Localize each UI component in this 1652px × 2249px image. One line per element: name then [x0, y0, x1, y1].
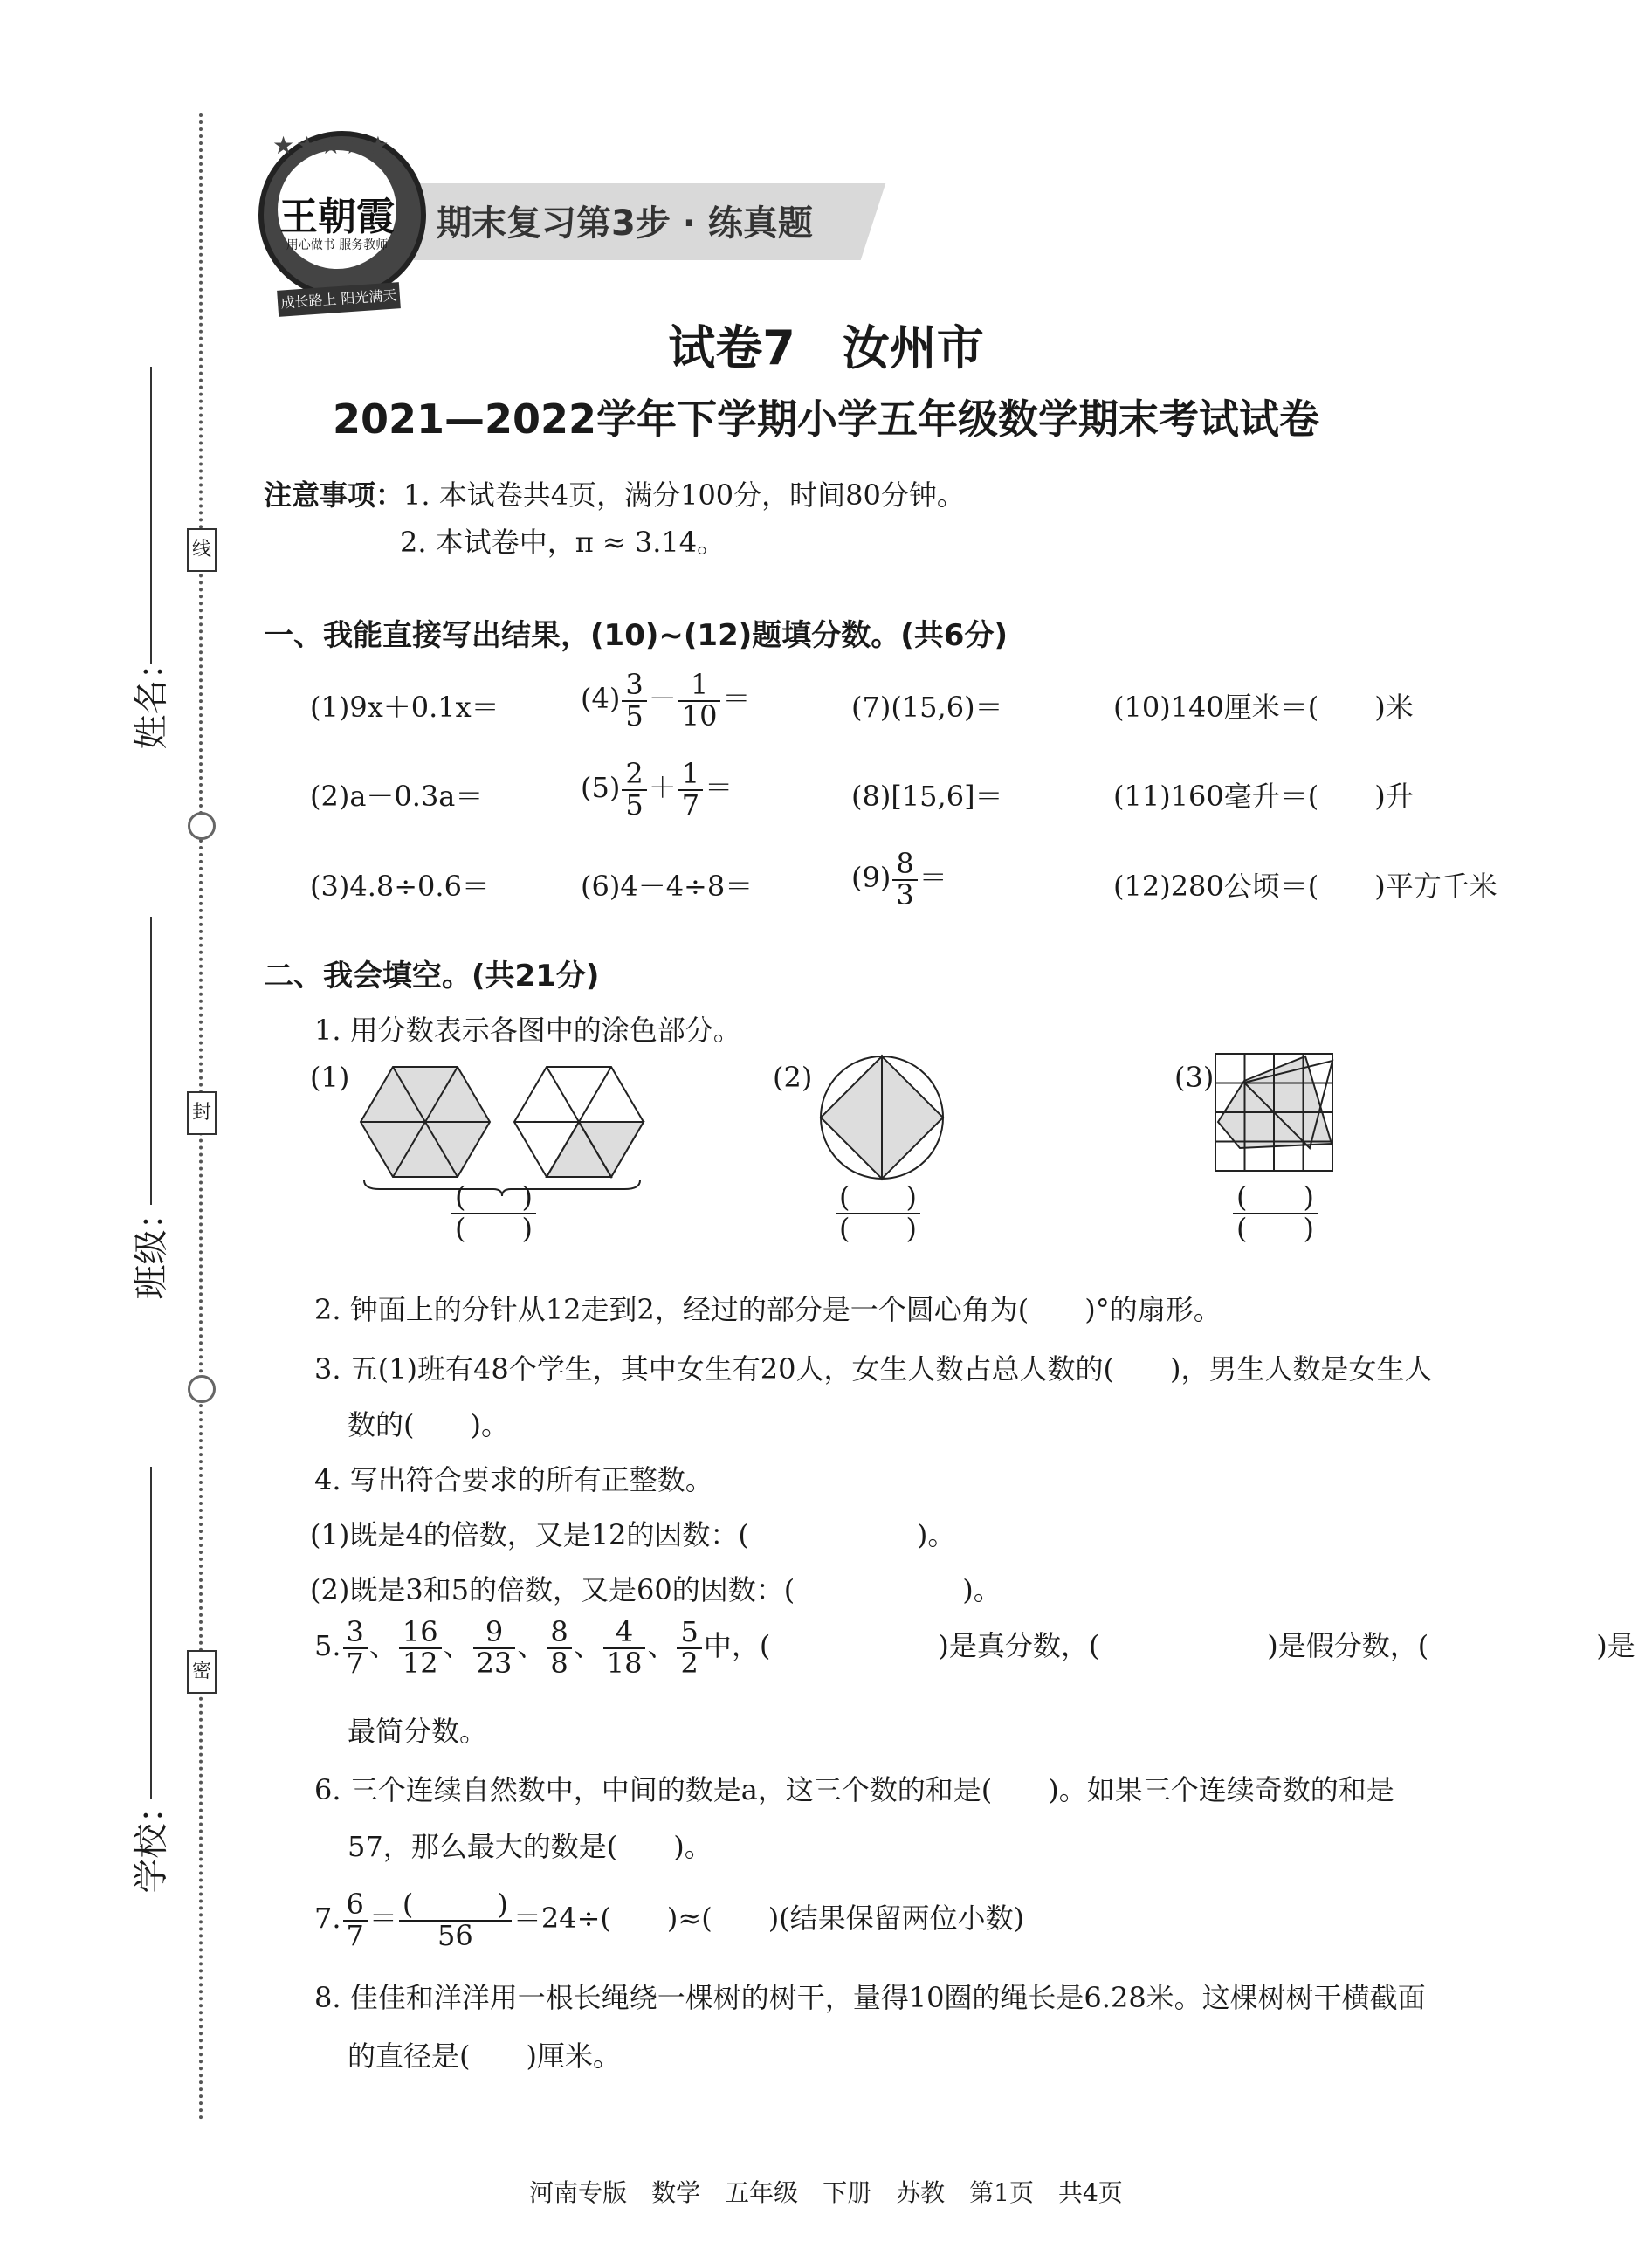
- circle-square-figure: [816, 1052, 947, 1183]
- logo-slogan: 用心做书 服务教师: [286, 238, 389, 252]
- denominator: 8: [550, 1646, 568, 1680]
- q5-fraction: [399, 1615, 442, 1680]
- s1-q6: (6)4－4÷8＝: [581, 870, 754, 903]
- answer-fraction: [836, 1180, 920, 1245]
- s2-q5-label: 5.: [314, 1629, 341, 1663]
- logo-banner: 成长路上 阳光满天: [277, 282, 401, 317]
- s1-q9-label: (9): [851, 861, 891, 895]
- q5-fraction: [473, 1615, 516, 1680]
- s2-q5-line2: 最简分数。: [348, 1715, 488, 1748]
- s2-q5: [314, 1615, 1635, 1680]
- numerator-blank[interactable]: ( ): [836, 1183, 920, 1214]
- exam-subtitle: 2021—2022学年下学期小学五年级数学期末考试试卷: [332, 395, 1320, 443]
- numerator-blank[interactable]: ( ): [399, 1890, 512, 1922]
- notes-text-1: 1. 本试卷共4页，满分100分，时间80分钟。: [403, 478, 965, 512]
- fraction: [622, 757, 646, 822]
- badge-text: 期末复习第3步 · 练真题: [437, 203, 813, 244]
- s2-q8-line2: 的直径是( )厘米。: [348, 2039, 621, 2073]
- denominator: 2: [680, 1646, 699, 1680]
- binding-ring: [188, 1375, 216, 1403]
- s1-q5: [581, 757, 733, 822]
- fraction: [399, 1890, 512, 1950]
- fraction: [622, 668, 646, 732]
- notes-line-2: 2. 本试卷中，π ≈ 3.14。: [400, 526, 726, 559]
- fraction: [678, 757, 703, 822]
- separator: 、: [368, 1629, 397, 1663]
- fig1-label: (1): [310, 1061, 350, 1094]
- q5-fraction: [547, 1615, 571, 1680]
- numerator: 1: [678, 671, 721, 702]
- s1-q4-label: (4): [581, 682, 621, 716]
- notes-label: 注意事项：: [264, 478, 404, 512]
- s1-q10: (10)140厘米＝( )米: [1113, 691, 1414, 724]
- s1-q3: (3)4.8÷0.6＝: [310, 870, 490, 903]
- s1-q8: (8)[15,6]＝: [851, 780, 1003, 813]
- s2-q4: 4. 写出符合要求的所有正整数。: [314, 1463, 713, 1496]
- s2-q4-2: (2)既是3和5的倍数，又是60的因数：( )。: [310, 1573, 1002, 1606]
- s2-q3-line2: 数的( )。: [348, 1408, 509, 1441]
- s2-q5-text: 中，( )是真分数，( )是假分数，( )是: [703, 1629, 1635, 1663]
- numerator: 3: [343, 1618, 368, 1649]
- school-label: 学校：: [131, 1788, 172, 1894]
- separator: 、: [573, 1629, 602, 1663]
- seal-box-seal: 封: [187, 1091, 217, 1135]
- name-label: 姓名：: [131, 644, 172, 750]
- denominator: 7: [681, 787, 700, 822]
- s1-q4: [581, 668, 751, 732]
- q5-fraction: [603, 1615, 646, 1680]
- notes-line-1: [264, 473, 965, 513]
- fig2-answer[interactable]: [834, 1180, 922, 1245]
- denominator: 5: [625, 698, 644, 732]
- numerator: 6: [343, 1890, 368, 1922]
- s2-q7: [314, 1890, 1024, 1950]
- class-underline: [150, 917, 152, 1205]
- s1-q11: (11)160毫升＝( )升: [1113, 780, 1414, 813]
- equals-sign: ＝: [705, 771, 733, 805]
- q5-fraction-list: [341, 1615, 704, 1680]
- binding-ring: [188, 812, 216, 840]
- s1-q7: (7)(15,6)＝: [851, 691, 1003, 724]
- numerator: 2: [622, 760, 646, 791]
- s1-q1: (1)9x＋0.1x＝: [310, 691, 499, 724]
- denominator: 10: [681, 698, 718, 732]
- numerator: 1: [678, 760, 703, 791]
- separator: 、: [517, 1629, 546, 1663]
- section2-heading: 二、我会填空。(共21分): [264, 959, 600, 994]
- denominator: 12: [402, 1646, 438, 1680]
- s2-q6-line1: 6. 三个连续自然数中，中间的数是a，这三个数的和是( )。如果三个连续奇数的和是: [314, 1773, 1394, 1806]
- logo-text: 王朝霞: [279, 195, 395, 239]
- operator: －: [648, 682, 677, 716]
- numerator: 8: [892, 849, 917, 881]
- hexagon-figure: [354, 1056, 650, 1196]
- equals-sign: ＝: [368, 1902, 397, 1936]
- numerator: 5: [677, 1618, 701, 1649]
- separator: 、: [443, 1629, 472, 1663]
- s2-q7-text: ＝24÷( )≈( )(结果保留两位小数): [513, 1902, 1025, 1936]
- seal-box-secret: 密: [187, 1650, 217, 1694]
- fig3-label: (3): [1174, 1061, 1215, 1094]
- numerator: 3: [622, 671, 646, 702]
- fig2-label: (2): [773, 1061, 813, 1094]
- denominator: 3: [896, 877, 914, 911]
- s1-q2: (2)a－0.3a＝: [310, 780, 484, 813]
- denominator-blank[interactable]: ( ): [1236, 1211, 1314, 1245]
- fig3-answer[interactable]: [1231, 1180, 1319, 1245]
- fraction: [343, 1890, 368, 1950]
- exam-title: 试卷7 汝州市: [668, 320, 984, 375]
- denominator-blank[interactable]: ( ): [839, 1211, 917, 1245]
- fig1-answer[interactable]: [450, 1180, 538, 1245]
- denominator: 56: [437, 1918, 473, 1952]
- seal-box-line: 线: [187, 528, 217, 572]
- section1-heading: 一、我能直接写出结果，(10)~(12)题填分数。(共6分): [264, 618, 1008, 653]
- school-underline: [150, 1467, 152, 1799]
- answer-fraction: [1233, 1180, 1318, 1245]
- equals-sign: ＝: [722, 682, 751, 716]
- s2-q7-label: 7.: [314, 1902, 341, 1936]
- operator: ＋: [648, 771, 677, 805]
- class-label: 班级：: [131, 1194, 172, 1300]
- q5-fraction: [343, 1615, 368, 1680]
- numerator-blank[interactable]: ( ): [1233, 1183, 1318, 1214]
- equals-sign: ＝: [919, 861, 947, 895]
- numerator: 9: [473, 1618, 516, 1649]
- denominator: 7: [346, 1646, 364, 1680]
- denominator: 5: [625, 787, 644, 822]
- s2-q2: 2. 钟面上的分针从12走到2，经过的部分是一个圆心角为( )°的扇形。: [314, 1293, 1222, 1326]
- fraction: [678, 668, 721, 732]
- page-footer: 河南专版 数学 五年级 下册 苏教 第1页 共4页: [529, 2178, 1123, 2207]
- denominator-blank[interactable]: ( ): [455, 1211, 533, 1245]
- s2-q4-1: (1)既是4的倍数，又是12的因数：( )。: [310, 1518, 956, 1551]
- s1-q12: (12)280公顷＝( )平方千米: [1113, 870, 1497, 903]
- numerator: 4: [603, 1618, 646, 1649]
- s1-q5-label: (5): [581, 771, 621, 805]
- q5-fraction: [677, 1615, 701, 1680]
- s2-q6-line2: 57，那么最大的数是( )。: [348, 1830, 712, 1863]
- fraction: [892, 849, 917, 910]
- separator: 、: [647, 1629, 676, 1663]
- s1-q9: [851, 849, 947, 910]
- answer-fraction: [451, 1180, 536, 1245]
- denominator: 23: [476, 1646, 513, 1680]
- denominator: 18: [606, 1646, 643, 1680]
- grid-square-figure: [1214, 1052, 1336, 1174]
- denominator: 7: [346, 1918, 364, 1952]
- star-icons: ★★★★★: [272, 131, 391, 160]
- numerator: 16: [399, 1618, 442, 1649]
- s2-q1: 1. 用分数表示各图中的涂色部分。: [314, 1014, 741, 1047]
- s2-q3-line1: 3. 五(1)班有48个学生，其中女生有20人，女生人数占总人数的( )，男生人数是女生人: [314, 1352, 1433, 1386]
- numerator-blank[interactable]: ( ): [451, 1183, 536, 1214]
- numerator: 8: [547, 1618, 571, 1649]
- s2-q8-line1: 8. 佳佳和洋洋用一根长绳绕一棵树的树干，量得10圈的绳长是6.28米。这棵树树干横截面: [314, 1981, 1426, 2014]
